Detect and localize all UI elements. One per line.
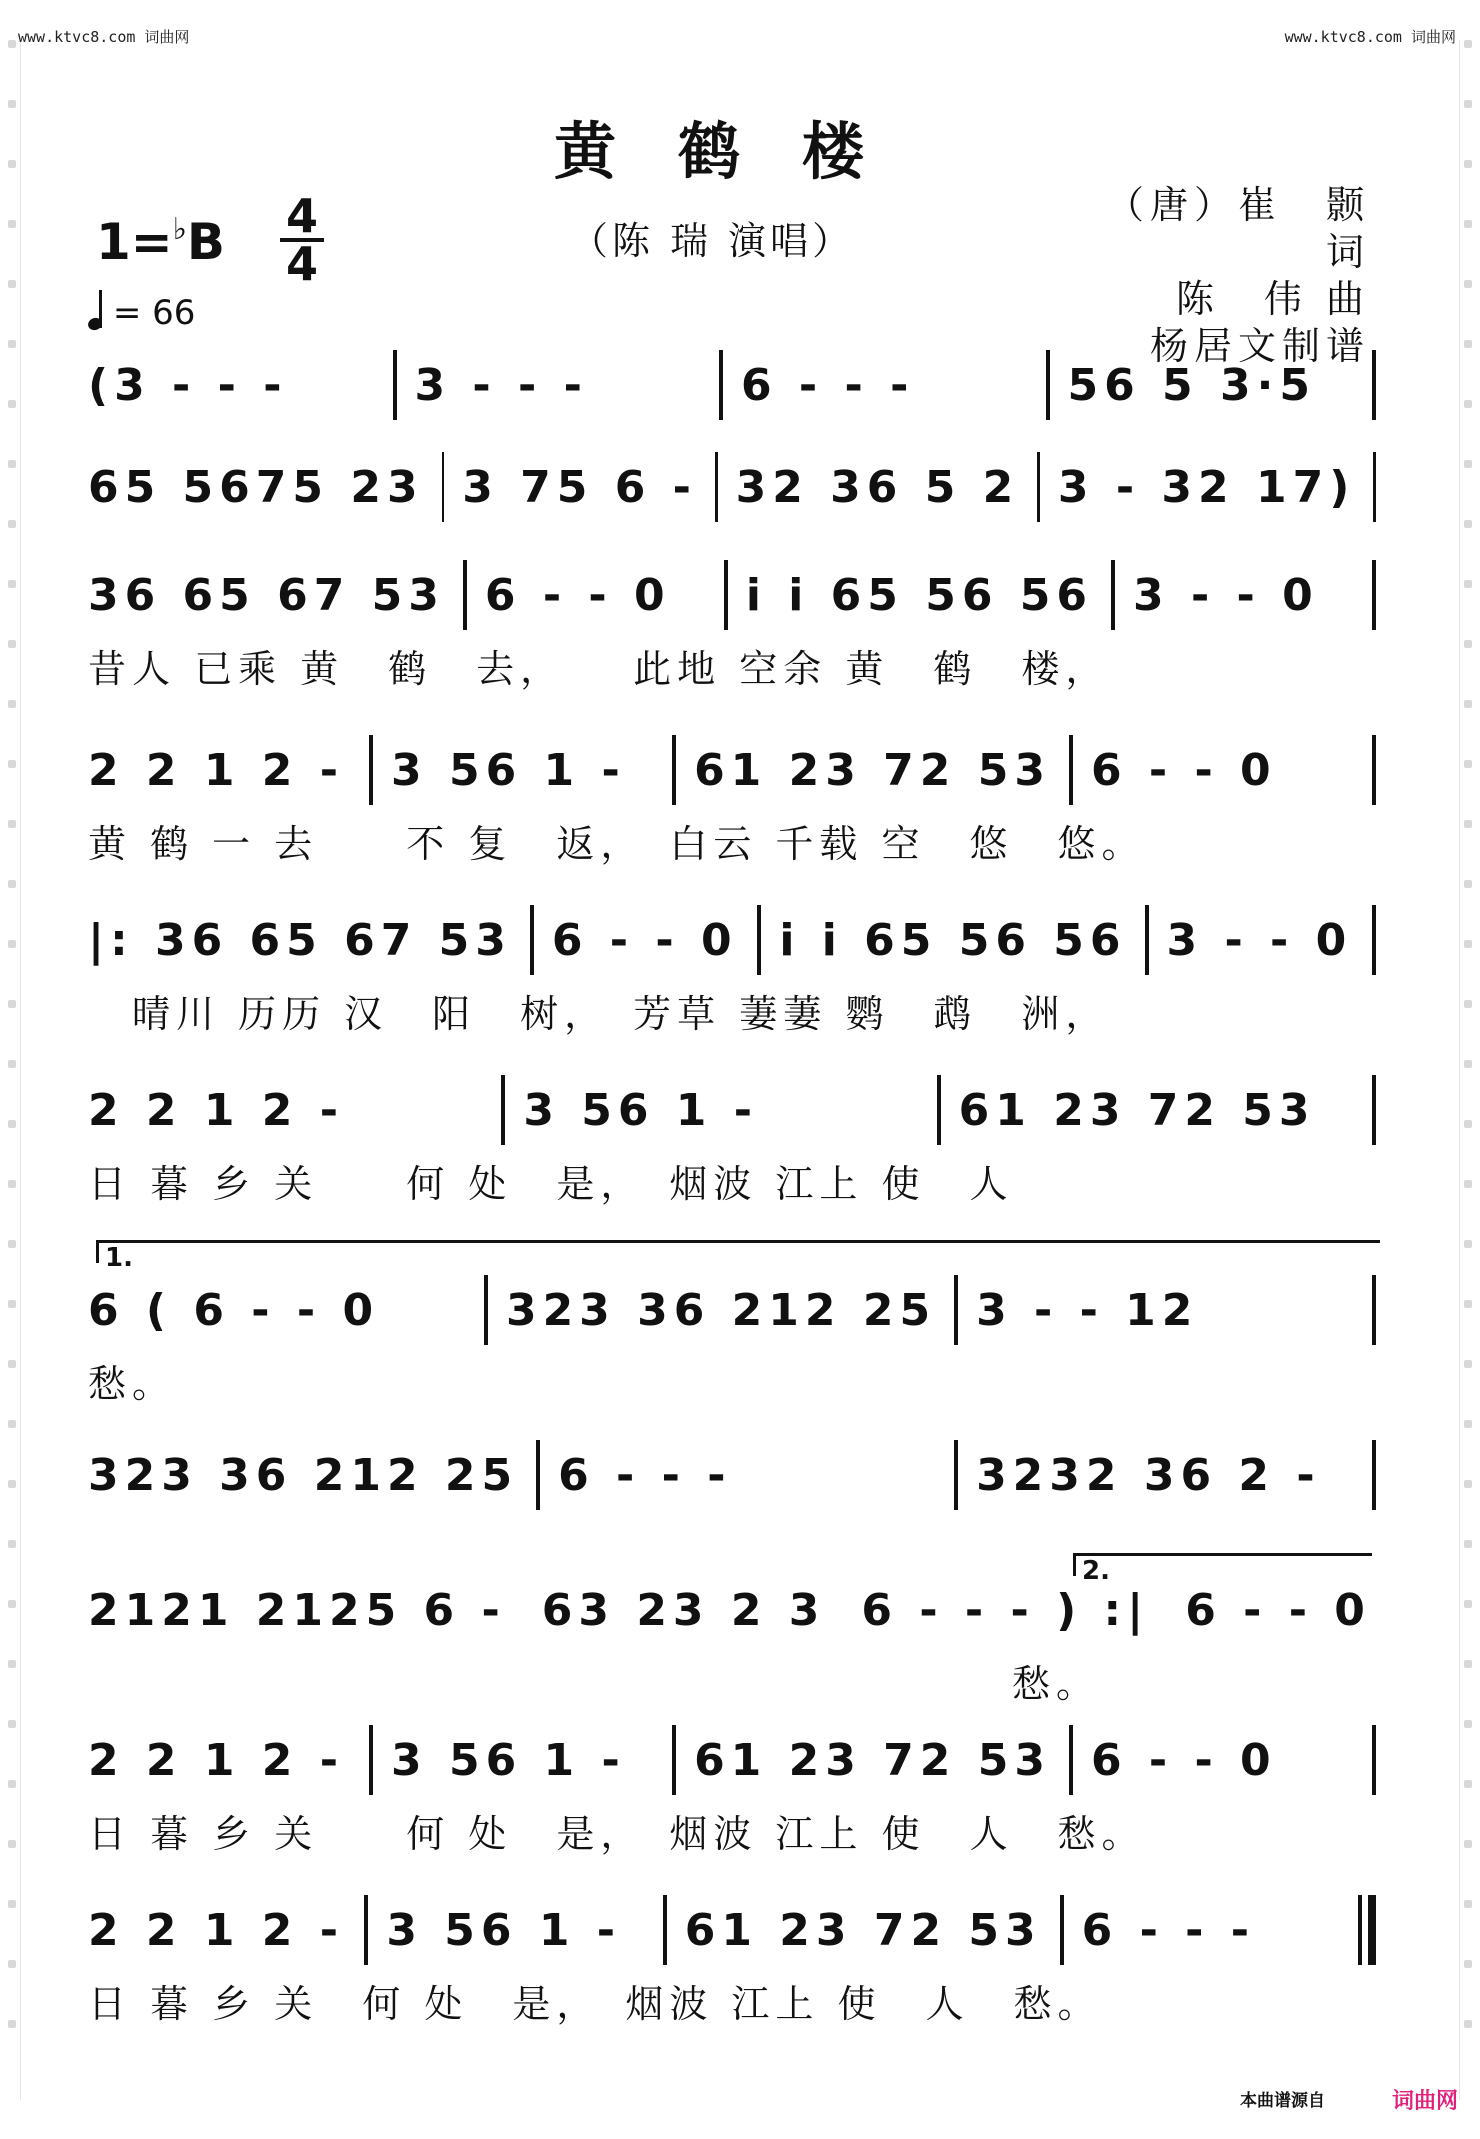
watermark-mark-icon [8, 1420, 16, 1428]
watermark-mark-icon [8, 760, 16, 768]
lyric-line: 日 暮 乡 关 何 处 是， 烟波 江上 使 人 愁。 [88, 1982, 1102, 2026]
watermark-mark-icon [8, 1000, 16, 1008]
measure: 323 36 212 25 [88, 1449, 519, 1501]
watermark-mark-icon [8, 700, 16, 708]
measure: 3 56 1 - [386, 1904, 622, 1956]
watermark-mark-icon [8, 1300, 16, 1308]
measure: 2 2 1 2 - [88, 1734, 344, 1786]
bar-line [1060, 1895, 1064, 1965]
measure: 2 2 1 2 - [88, 1084, 344, 1136]
watermark-mark-icon [8, 40, 16, 48]
measure: 3 - - 0 [1133, 569, 1319, 621]
watermark-mark-icon [8, 1840, 16, 1848]
watermark-mark-icon [8, 1060, 16, 1068]
bar-line [1372, 735, 1376, 805]
measure: 56 5 3·5 [1067, 359, 1316, 411]
notation-row [88, 1275, 1376, 1345]
measure: 6 - - - [558, 1449, 732, 1501]
notation-row [88, 1575, 1376, 1645]
measure: (3 - - - [88, 359, 288, 411]
singer-credit: （陈 瑞 演唱） [570, 219, 855, 263]
bar-line [369, 1725, 373, 1795]
lyric-line: 愁。 [88, 1662, 1101, 1706]
watermark-mark-icon [1464, 1900, 1472, 1908]
bar-line [719, 350, 723, 420]
bar-line [1069, 1725, 1073, 1795]
watermark-mark-icon [8, 220, 16, 228]
site-tag-left: www.ktvc8.com 词曲网 [18, 28, 190, 46]
tempo-marking: = 66 [88, 290, 195, 333]
notation-row [88, 1075, 1376, 1145]
watermark-mark-icon [8, 1480, 16, 1488]
lyricist-credit: （唐）崔 颢 词 [1105, 183, 1370, 274]
measure: 3 - - - [414, 359, 588, 411]
bar-line [954, 1440, 958, 1510]
bar-line [1372, 905, 1376, 975]
watermark-mark-icon [8, 1360, 16, 1368]
measure: 61 23 72 53 [694, 1734, 1051, 1786]
watermark-mark-icon [1464, 820, 1472, 828]
measure: 3 - - 12 [976, 1284, 1199, 1336]
watermark-mark-icon [1464, 700, 1472, 708]
notation-row [88, 1440, 1376, 1510]
watermark-mark-icon [1464, 1480, 1472, 1488]
bar-line [1372, 1075, 1376, 1145]
watermark-mark-icon [8, 1660, 16, 1668]
bar-line [1145, 905, 1149, 975]
watermark-mark-icon [1464, 460, 1472, 468]
measure: 2 2 1 2 - [88, 744, 344, 796]
watermark-mark-icon [1464, 1420, 1472, 1428]
measure: 3 56 1 - [391, 744, 626, 796]
notation-row [88, 735, 1376, 805]
measure: 6 - - 0 [1090, 744, 1277, 796]
watermark-mark-icon [8, 940, 16, 948]
measure: 2121 2125 6 - [88, 1584, 506, 1636]
measure: 6 - - - [741, 359, 915, 411]
notation-row [88, 1725, 1376, 1795]
bar-line [369, 735, 373, 805]
watermark-mark-icon [8, 1720, 16, 1728]
bar-line [1037, 452, 1040, 522]
volta-second-ending: 2. [1073, 1553, 1372, 1576]
bar-line [1111, 560, 1115, 630]
watermark-mark-icon [1464, 1660, 1472, 1668]
watermark-mark-icon [1464, 640, 1472, 648]
watermark-mark-icon [8, 280, 16, 288]
watermark-mark-icon [8, 1240, 16, 1248]
bar-line [1069, 735, 1073, 805]
measure: i i 65 56 56 [745, 569, 1094, 621]
notation-row [88, 1895, 1376, 1965]
watermark-mark-icon [8, 1120, 16, 1128]
bar-line [1046, 350, 1050, 420]
measure: 3232 36 2 - [976, 1449, 1321, 1501]
measure: 323 36 212 25 [505, 1284, 937, 1336]
bar-line [954, 1275, 958, 1345]
measure: |: 36 65 67 53 [88, 914, 512, 966]
bar-line [501, 1075, 505, 1145]
bar-line [672, 735, 676, 805]
bar-line [530, 905, 534, 975]
measure: 6 - - 0 [1185, 1584, 1371, 1636]
bar-line [1372, 1440, 1376, 1510]
measure: 3 75 6 - [462, 461, 697, 513]
watermark-mark-icon [1464, 2020, 1472, 2028]
watermark-mark-icon [8, 1540, 16, 1548]
measure: 61 23 72 53 [684, 1904, 1042, 1956]
measure: 65 5675 23 [88, 461, 424, 513]
watermark-mark-icon [1464, 1600, 1472, 1608]
measure: 3 - - 0 [1166, 914, 1353, 966]
bar-line [1358, 1895, 1362, 1965]
measure: 6 ( 6 - - 0 [88, 1284, 380, 1336]
bar-line [1372, 1725, 1376, 1795]
watermark-mark-icon [8, 820, 16, 828]
measure: 6 - - 0 [551, 914, 738, 966]
lyric-line: 晴川 历历 汉 阳 树， 芳草 萋萋 鹦 鹉 洲， [88, 992, 1110, 1036]
watermark-mark-icon [1464, 1000, 1472, 1008]
watermark-mark-icon [1464, 340, 1472, 348]
author-credits [1050, 182, 1370, 370]
song-title: 黄鹤楼 [553, 115, 926, 188]
watermark-mark-icon [1464, 1720, 1472, 1728]
final-bar-line [1368, 1895, 1376, 1965]
lyric-line: 日 暮 乡 关 何 处 是， 烟波 江上 使 人 [88, 1162, 1014, 1206]
watermark-mark-icon [1464, 1180, 1472, 1188]
lyric-line: 日 暮 乡 关 何 处 是， 烟波 江上 使 人 愁。 [88, 1812, 1146, 1856]
measure: 6 - - - ) :| [861, 1584, 1150, 1636]
measure: 3 56 1 - [523, 1084, 759, 1136]
measure: i i 65 56 56 [779, 914, 1127, 966]
measure: 6 - - 0 [1090, 1734, 1277, 1786]
watermark-mark-icon [8, 460, 16, 468]
bar-line [442, 452, 445, 522]
watermark-mark-icon [1464, 1540, 1472, 1548]
watermark-mark-icon [8, 1180, 16, 1188]
measure: 2 2 1 2 - [88, 1904, 344, 1956]
notation-row [88, 560, 1376, 630]
right-watermark-strip [1459, 40, 1476, 2100]
watermark-mark-icon [1464, 220, 1472, 228]
watermark-mark-icon [1464, 1300, 1472, 1308]
composer-credit: 陈 伟 曲 [1175, 277, 1370, 321]
watermark-mark-icon [8, 400, 16, 408]
measure: 3 56 1 - [391, 1734, 626, 1786]
watermark-mark-icon [8, 580, 16, 588]
watermark-mark-icon [8, 640, 16, 648]
bar-line [364, 1895, 368, 1965]
watermark-mark-icon [8, 2020, 16, 2028]
bar-line [724, 560, 728, 630]
source-label: 本曲谱源自 [1240, 2091, 1325, 2111]
bar-line [715, 452, 718, 522]
transcriber-credit: 杨居文制谱 [1149, 324, 1370, 368]
bar-line [393, 350, 397, 420]
bar-line [536, 1440, 540, 1510]
notation-row [88, 350, 1376, 420]
watermark-mark-icon [1464, 1060, 1472, 1068]
measure: 36 65 67 53 [88, 569, 445, 621]
watermark-mark-icon [1464, 1360, 1472, 1368]
bar-line [463, 560, 467, 630]
measure: 32 36 5 2 [735, 461, 1020, 513]
lyric-line: 昔人 已乘 黄 鹤 去， 此地 空余 黄 鹤 楼， [88, 647, 1110, 691]
watermark-mark-icon [1464, 1780, 1472, 1788]
time-signature [280, 189, 324, 291]
measure: 6 - - 0 [484, 569, 671, 621]
watermark-mark-icon [8, 340, 16, 348]
watermark-mark-icon [1464, 520, 1472, 528]
watermark-mark-icon [1464, 880, 1472, 888]
watermark-mark-icon [1464, 760, 1472, 768]
watermark-mark-icon [8, 1960, 16, 1968]
bar-line [1372, 560, 1376, 630]
notation-row [88, 452, 1376, 522]
lyric-line: 愁。 [88, 1362, 177, 1406]
measure: 61 23 72 53 [694, 744, 1051, 796]
notation-row [88, 905, 1376, 975]
bar-line [663, 1895, 667, 1965]
watermark-mark-icon [1464, 1840, 1472, 1848]
bar-line [1372, 350, 1376, 420]
watermark-mark-icon [8, 1900, 16, 1908]
bar-line [484, 1275, 488, 1345]
watermark-mark-icon [1464, 580, 1472, 588]
bar-line [1372, 1275, 1376, 1345]
lyric-line: 黄 鹤 一 去 不 复 返， 白云 千载 空 悠 悠。 [88, 822, 1146, 866]
measure: 63 23 2 3 [541, 1584, 826, 1636]
site-tag-right: www.ktvc8.com 词曲网 [1284, 28, 1456, 46]
bar-line [937, 1075, 941, 1145]
watermark-mark-icon [1464, 940, 1472, 948]
meter-top: 4 [285, 189, 318, 243]
bar-line [757, 905, 761, 975]
meter-bottom: 4 [285, 237, 318, 291]
watermark-mark-icon [1464, 1960, 1472, 1968]
left-watermark-strip [4, 40, 21, 2100]
watermark-mark-icon [8, 520, 16, 528]
measure: 3 - 32 17) [1057, 461, 1356, 513]
watermark-mark-icon [8, 1600, 16, 1608]
watermark-mark-icon [8, 880, 16, 888]
watermark-mark-icon [1464, 280, 1472, 288]
bar-line [672, 1725, 676, 1795]
site-logo: 词曲网 [1392, 2089, 1459, 2114]
watermark-mark-icon [1464, 400, 1472, 408]
key-signature: 1=♭B [96, 212, 225, 271]
bar-line [1373, 452, 1376, 522]
watermark-mark-icon [1464, 1120, 1472, 1128]
watermark-mark-icon [1464, 40, 1472, 48]
measure: 6 - - - [1081, 1904, 1255, 1956]
watermark-mark-icon [1464, 1240, 1472, 1248]
watermark-mark-icon [8, 1780, 16, 1788]
volta-first-ending: 1. [96, 1240, 1380, 1263]
measure: 61 23 72 53 [958, 1084, 1316, 1136]
quarter-note-icon [86, 316, 103, 332]
